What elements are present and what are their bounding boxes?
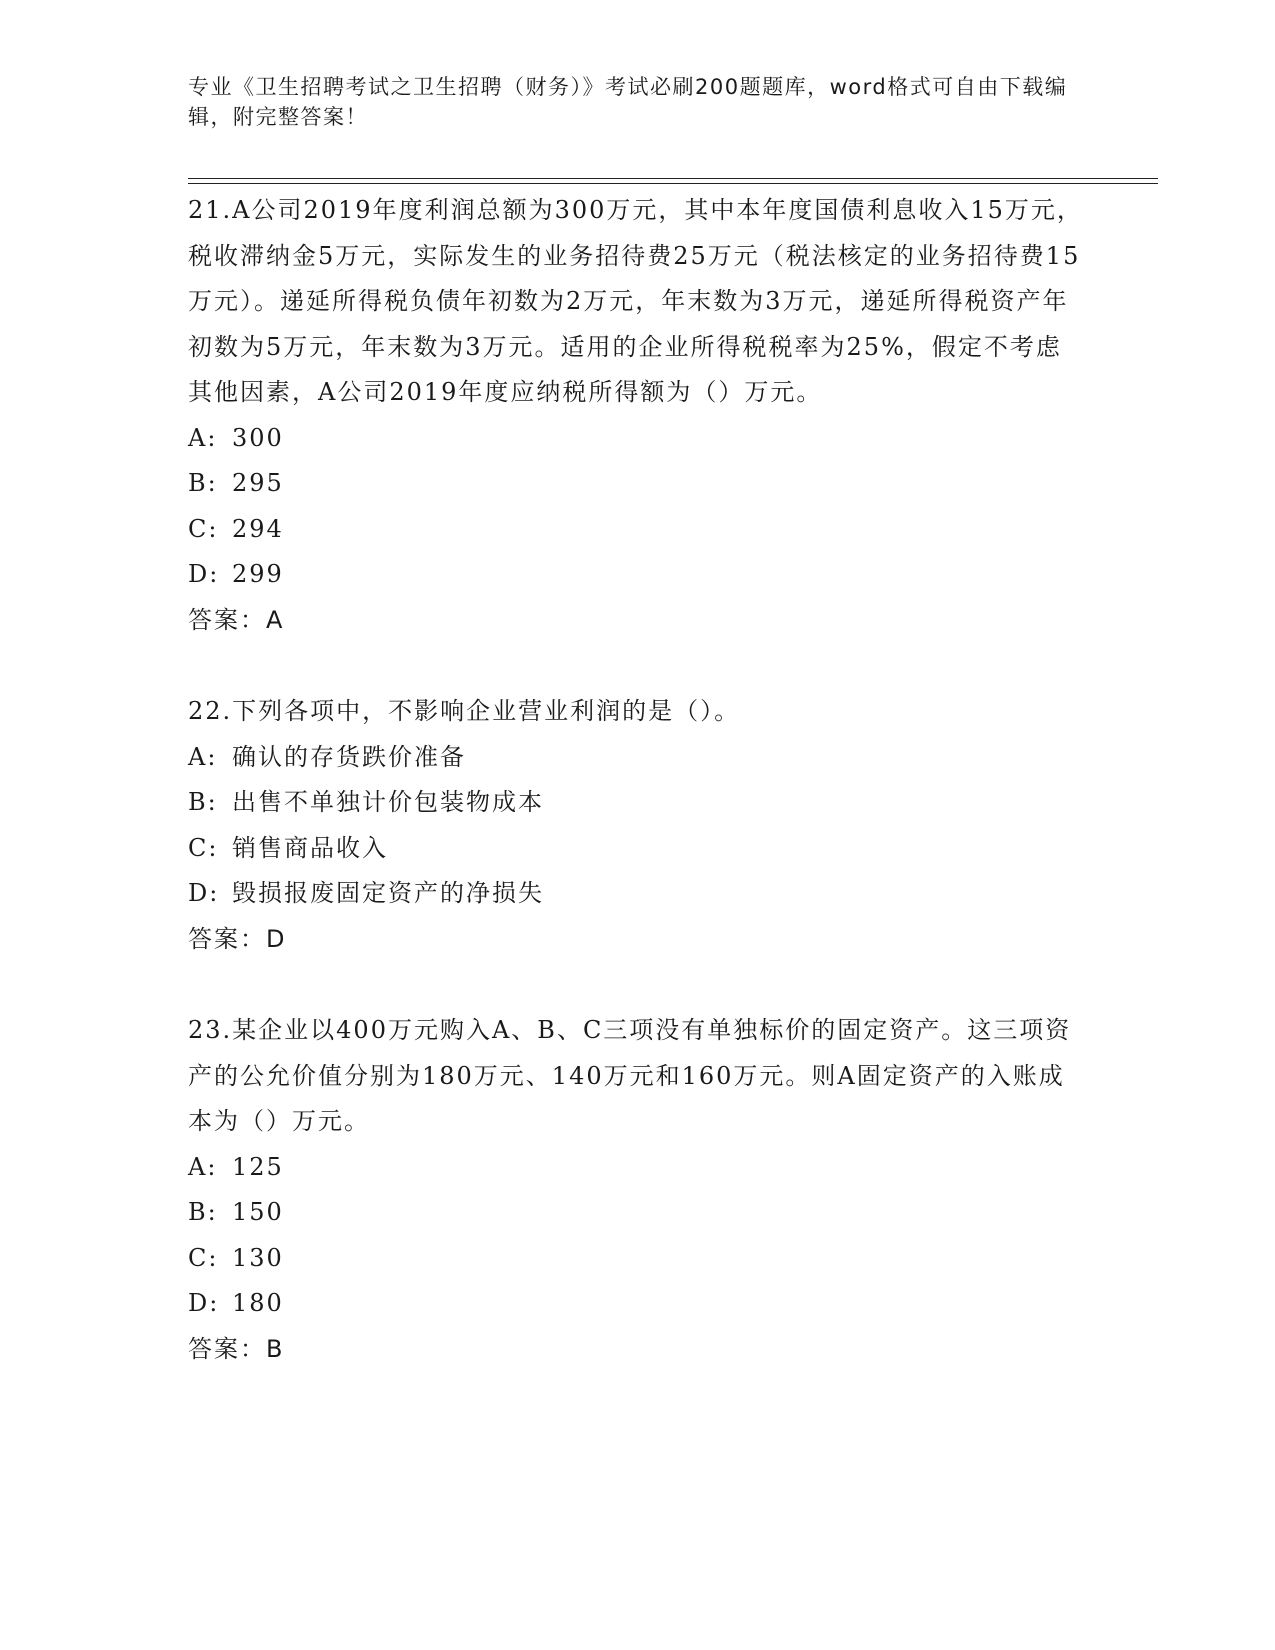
question-23 <box>188 1008 1088 1372</box>
question-text: 22.下列各项中，不影响企业营业利润的是（）。 <box>188 697 741 725</box>
answer-line: 答案：D <box>188 924 287 953</box>
answer-line: 答案：A <box>188 605 285 634</box>
option-a <box>188 1145 1088 1191</box>
option-letter: D: <box>188 879 220 907</box>
document-header <box>188 72 1088 132</box>
option-text: 295 <box>232 469 284 497</box>
option-c <box>188 1236 1088 1282</box>
option-text: 125 <box>232 1152 284 1181</box>
question-list <box>188 188 1088 1418</box>
option-text: 300 <box>232 423 284 452</box>
option-text: 130 <box>232 1243 284 1272</box>
option-letter: D: <box>188 560 220 588</box>
document-title: 专业《卫生招聘考试之卫生招聘（财务）》考试必刷200题题库，word格式可自由下载编辑，附完整答案！ <box>188 75 1068 129</box>
header-divider-bottom <box>188 183 1158 184</box>
question-22 <box>188 689 1088 962</box>
option-letter: B: <box>188 788 218 816</box>
option-letter: C: <box>188 514 219 543</box>
option-text: 出售不单独计价包装物成本 <box>232 788 544 816</box>
option-d <box>188 871 1088 917</box>
option-a <box>188 416 1088 462</box>
option-letter: B: <box>188 1198 218 1226</box>
option-text: 销售商品收入 <box>232 833 388 862</box>
option-d <box>188 552 1088 598</box>
option-text: 确认的存货跌价准备 <box>232 742 466 771</box>
option-text: 180 <box>232 1289 284 1317</box>
option-letter: C: <box>188 1243 219 1272</box>
option-letter: A: <box>188 1152 218 1181</box>
option-text: 294 <box>232 514 284 543</box>
question-text: 23.某企业以400万元购入A、B、C三项没有单独标价的固定资产。这三项资产的公允价值分别为180万元、140万元和160万元。则A固定资产的入账成本为（）万元。 <box>188 1016 1072 1135</box>
option-letter: B: <box>188 469 218 497</box>
option-d <box>188 1281 1088 1327</box>
option-text: 毁损报废固定资产的净损失 <box>232 879 544 907</box>
option-a <box>188 735 1088 781</box>
question-text: 21.A公司2019年度利润总额为300万元，其中本年度国债利息收入15万元，税收滞纳金5万元，实际发生的业务招待费25万元（税法核定的业务招待费15万元）。递延所得税负债年初数为2万元，年末数为3万元，递延所得税资产年初数为5万元，年末数为3万元。适用的企业所得税税率为25%，假定不考虑其他因素，A公司2019年度应纳税所得额为（）万元。 <box>188 196 1083 406</box>
option-text: 299 <box>232 560 284 588</box>
option-text: 150 <box>232 1198 284 1226</box>
option-b <box>188 461 1088 507</box>
option-c <box>188 826 1088 872</box>
option-b <box>188 1190 1088 1236</box>
option-letter: C: <box>188 833 219 862</box>
option-b <box>188 780 1088 826</box>
question-21 <box>188 188 1088 643</box>
option-letter: A: <box>188 423 218 452</box>
option-letter: A: <box>188 742 218 771</box>
option-letter: D: <box>188 1289 220 1317</box>
header-divider-top <box>188 178 1158 179</box>
option-c <box>188 507 1088 553</box>
answer-line: 答案：B <box>188 1334 285 1363</box>
